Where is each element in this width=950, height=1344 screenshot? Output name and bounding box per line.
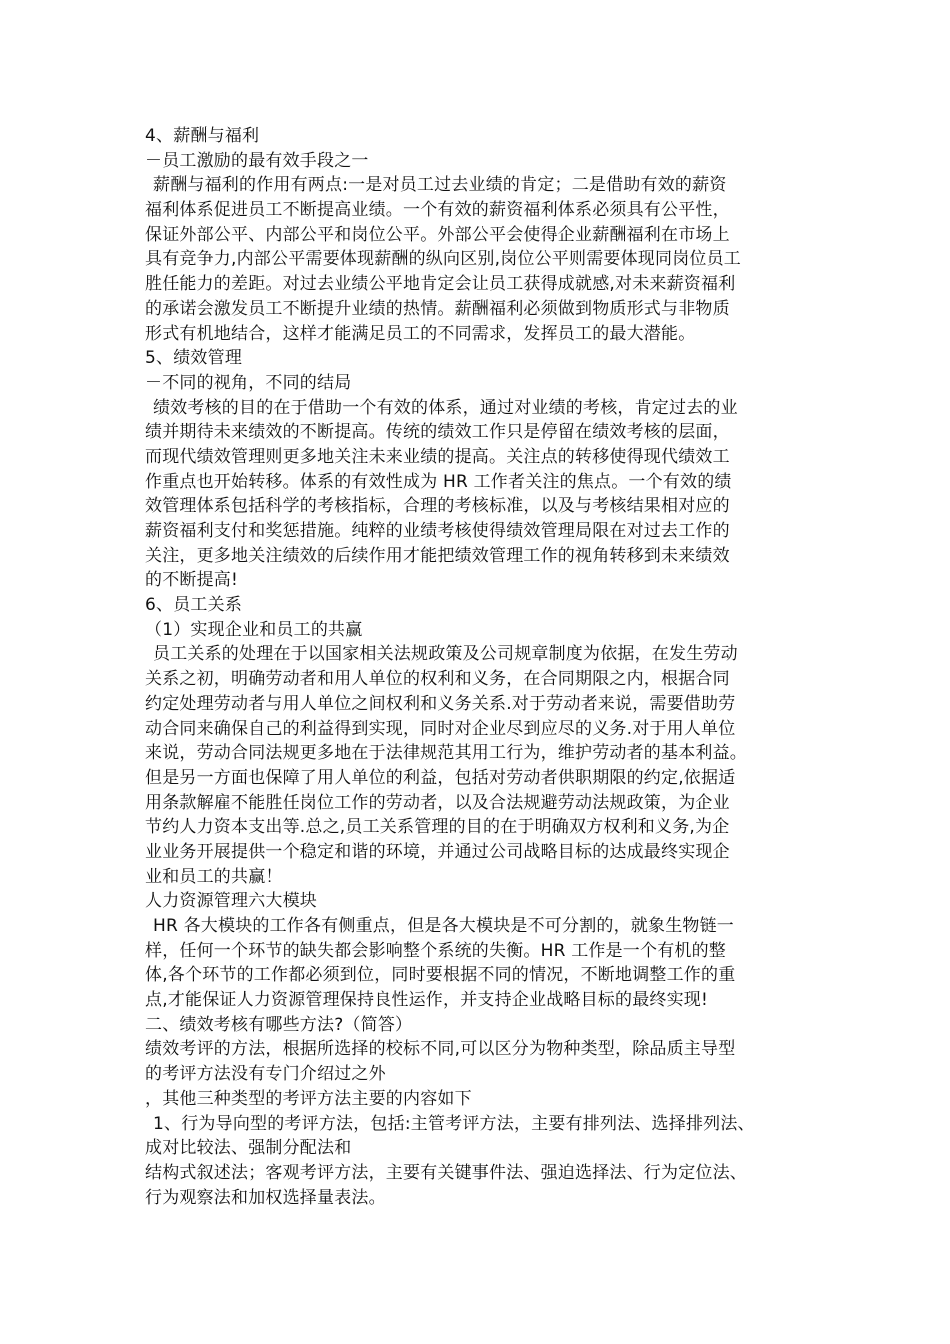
text-line: 的承诺会激发员工不断提升业绩的热情。薪酬福利必须做到物质形式与非物质 (145, 298, 730, 319)
text-line: 绩效考核的目的在于借助一个有效的体系，通过对业绩的考核，肯定过去的业 (153, 397, 738, 418)
text-line: 业和员工的共赢！ (145, 866, 283, 887)
text-line: 而现代绩效管理则更多地关注未来业绩的提高。关注点的转移使得现代绩效工 (145, 446, 730, 467)
text-line: －员工激励的最有效手段之一 (145, 150, 369, 171)
text-line: 的不断提高! (145, 570, 239, 591)
text-line: 关注，更多地关注绩效的后续作用才能把绩效管理工作的视角转移到未来绩效 (145, 545, 730, 566)
text-line: （1）实现企业和员工的共赢 (145, 619, 363, 640)
text-line: 点,才能保证人力资源管理保持良性运作，并支持企业战略目标的最终实现! (145, 990, 709, 1011)
text-line: 员工关系的处理在于以国家相关法规政策及公司规章制度为依据，在发生劳动 (153, 644, 738, 665)
text-line: ，其他三种类型的考评方法主要的内容如下 (145, 1088, 472, 1109)
text-line: 保证外部公平、内部公平和岗位公平。外部公平会使得企业薪酬福利在市场上 (145, 224, 730, 245)
text-line: 作重点也开始转移。体系的有效性成为 HR 工作者关注的焦点。一个有效的绩 (145, 471, 732, 492)
text-line: 绩并期待未来绩效的不断提高。传统的绩效工作只是停留在绩效考核的层面， (145, 422, 730, 443)
text-line: 样，任何一个环节的缺失都会影响整个系统的失衡。HR 工作是一个有机的整 (145, 940, 726, 961)
text-line: 用条款解雇不能胜任岗位工作的劳动者，以及合法规避劳动法规政策，为企业 (145, 792, 730, 813)
text-line: 动合同来确保自己的利益得到实现，同时对企业尽到应尽的义务.对于用人单位 (145, 718, 736, 739)
text-line: 体,各个环节的工作都必须到位，同时要根据不同的情况，不断地调整工作的重 (145, 965, 736, 986)
text-line: 人力资源管理六大模块 (145, 891, 317, 912)
text-line: 约定处理劳动者与用人单位之间权利和义务关系.对于劳动者来说，需要借助劳 (145, 693, 736, 714)
text-line: 关系之初，明确劳动者和用人单位的权利和义务，在合同期限之内，根据合同 (145, 669, 730, 690)
text-line: 行为观察法和加权选择量表法。 (145, 1187, 386, 1208)
text-line: －不同的视角，不同的结局 (145, 372, 352, 393)
text-line: 节约人力资本支出等.总之,员工关系管理的目的在于明确双方权利和义务,为企 (145, 817, 730, 838)
text-line: 4、薪酬与福利 (145, 126, 260, 146)
text-line: HR 各大模块的工作各有侧重点，但是各大模块是不可分割的，就象生物链一 (153, 916, 734, 936)
text-line: 绩效考评的方法，根据所选择的校标不同,可以区分为物种类型，除品质主导型 (145, 1039, 736, 1060)
text-line: 6、员工关系 (145, 595, 243, 616)
text-line: 结构式叙述法；客观考评方法，主要有关键事件法、强迫选择法、行为定位法、 (145, 1162, 747, 1183)
text-line: 1、行为导向型的考评方法，包括:主管考评方法，主要有排列法、选择排列法、 (153, 1113, 755, 1134)
text-line: 成对比较法、强制分配法和 (145, 1138, 352, 1159)
text-line: 业业务开展提供一个稳定和谐的环境，并通过公司战略目标的达成最终实现企 (145, 841, 730, 862)
text-line: 胜任能力的差距。对过去业绩公平地肯定会让员工获得成就感,对未来薪资福利 (145, 274, 736, 295)
text-line: 福利体系促进员工不断提高业绩。一个有效的薪资福利体系必须具有公平性， (145, 200, 730, 221)
text-line: 但是另一方面也保障了用人单位的利益，包括对劳动者供职期限的约定,依据适 (145, 767, 736, 788)
document-body (145, 124, 825, 1210)
text-line: 薪资福利支付和奖惩措施。纯粹的业绩考核使得绩效管理局限在对过去工作的 (145, 521, 730, 541)
text-line: 来说，劳动合同法规更多地在于法律规范其用工行为，维护劳动者的基本利益。 (145, 743, 747, 764)
text-line: 二、绩效考核有哪些方法?（简答） (145, 1014, 413, 1035)
text-line: 5、绩效管理 (145, 348, 243, 369)
text-line: 的考评方法没有专门介绍过之外 (145, 1064, 386, 1085)
text-line: 具有竞争力,内部公平需要体现薪酬的纵向区别,岗位公平则需要体现同岗位员工 (145, 249, 742, 270)
text-line: 形式有机地结合，这样才能满足员工的不同需求，发挥员工的最大潜能。 (145, 323, 696, 344)
text-line: 薪酬与福利的作用有两点:一是对员工过去业绩的肯定；二是借助有效的薪资 (153, 175, 727, 196)
text-line: 效管理体系包括科学的考核指标，合理的考核标准，以及与考核结果相对应的 (145, 496, 730, 517)
